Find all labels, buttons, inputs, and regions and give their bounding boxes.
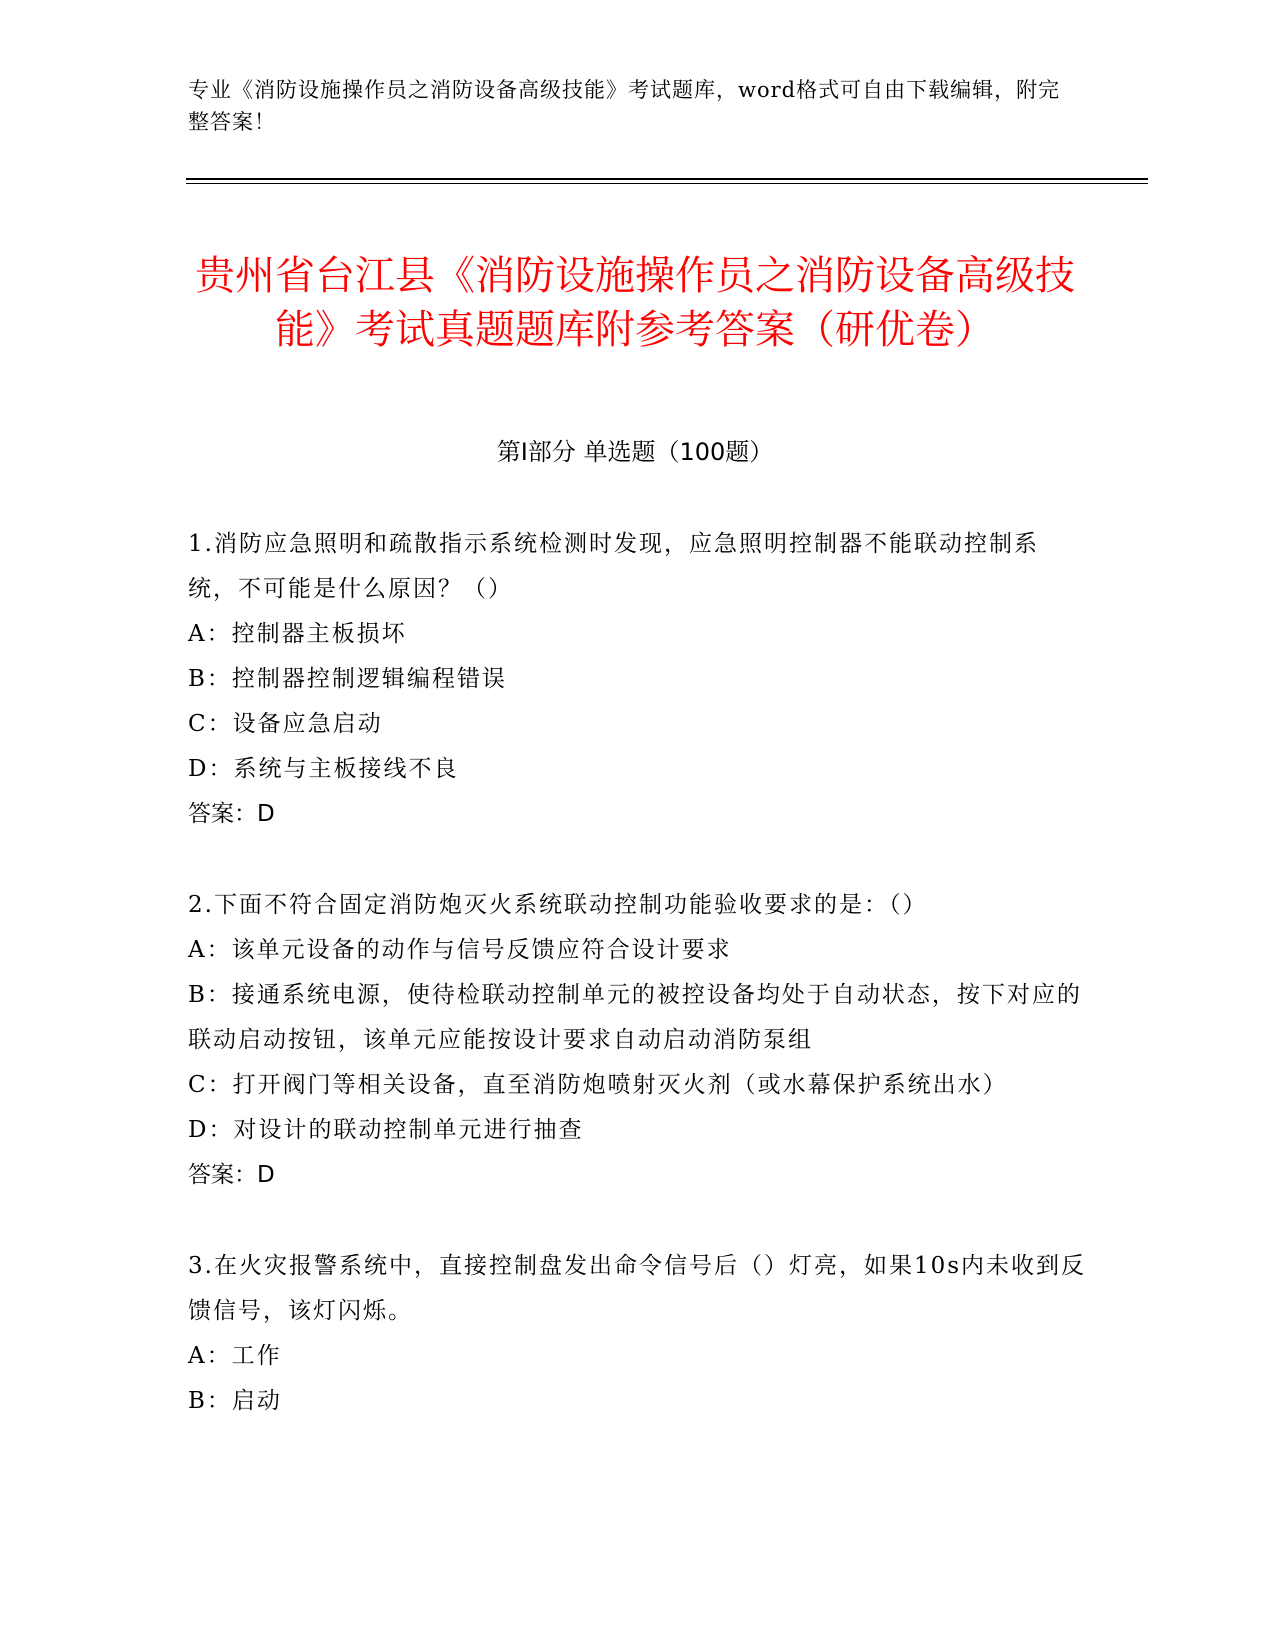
question-stem: 3.在火灾报警系统中，直接控制盘发出命令信号后（）灯亮，如果10s内未收到反馈信号，该灯闪烁。 (188, 1253, 1087, 1324)
option-c: C：打开阀门等相关设备，直至消防炮喷射灭火剂（或水幕保护系统出水） (188, 1072, 1008, 1098)
option-b: B：控制器控制逻辑编程错误 (188, 666, 507, 692)
option-a: A：工作 (188, 1343, 282, 1369)
option-d: D：系统与主板接线不良 (188, 756, 459, 782)
question-stem: 2.下面不符合固定消防炮灭火系统联动控制功能验收要求的是：（） (188, 892, 928, 918)
question-stem: 1.消防应急照明和疏散指示系统检测时发现，应急照明控制器不能联动控制系统，不可能是什么原因？（） (188, 531, 1039, 602)
answer: 答案：D (188, 1162, 275, 1188)
option-c: C：设备应急启动 (188, 711, 383, 737)
option-a: A：控制器主板损坏 (188, 621, 407, 647)
answer: 答案：D (188, 801, 275, 827)
header-divider-thin (186, 183, 1148, 184)
option-b: B：启动 (188, 1388, 282, 1414)
section-title: 第I部分 单选题（100题） (496, 438, 774, 466)
header-note: 专业《消防设施操作员之消防设备高级技能》考试题库，word格式可自由下载编辑，附完整答案！ (188, 78, 1061, 134)
option-a: A：该单元设备的动作与信号反馈应符合设计要求 (188, 937, 732, 963)
question-1 (188, 522, 1088, 837)
question-list (188, 522, 1088, 1470)
question-3 (188, 1244, 1088, 1424)
header-divider-thick (186, 178, 1148, 180)
question-2 (188, 883, 1088, 1198)
document-title: 贵州省台江县《消防设施操作员之消防设备高级技能》考试真题题库附参考答案（研优卷） (195, 252, 1075, 353)
option-d: D：对设计的联动控制单元进行抽查 (188, 1117, 584, 1143)
option-b: B：接通系统电源，使待检联动控制单元的被控设备均处于自动状态，按下对应的联动启动按钮，该单元应能按设计要求自动启动消防泵组 (188, 982, 1082, 1053)
